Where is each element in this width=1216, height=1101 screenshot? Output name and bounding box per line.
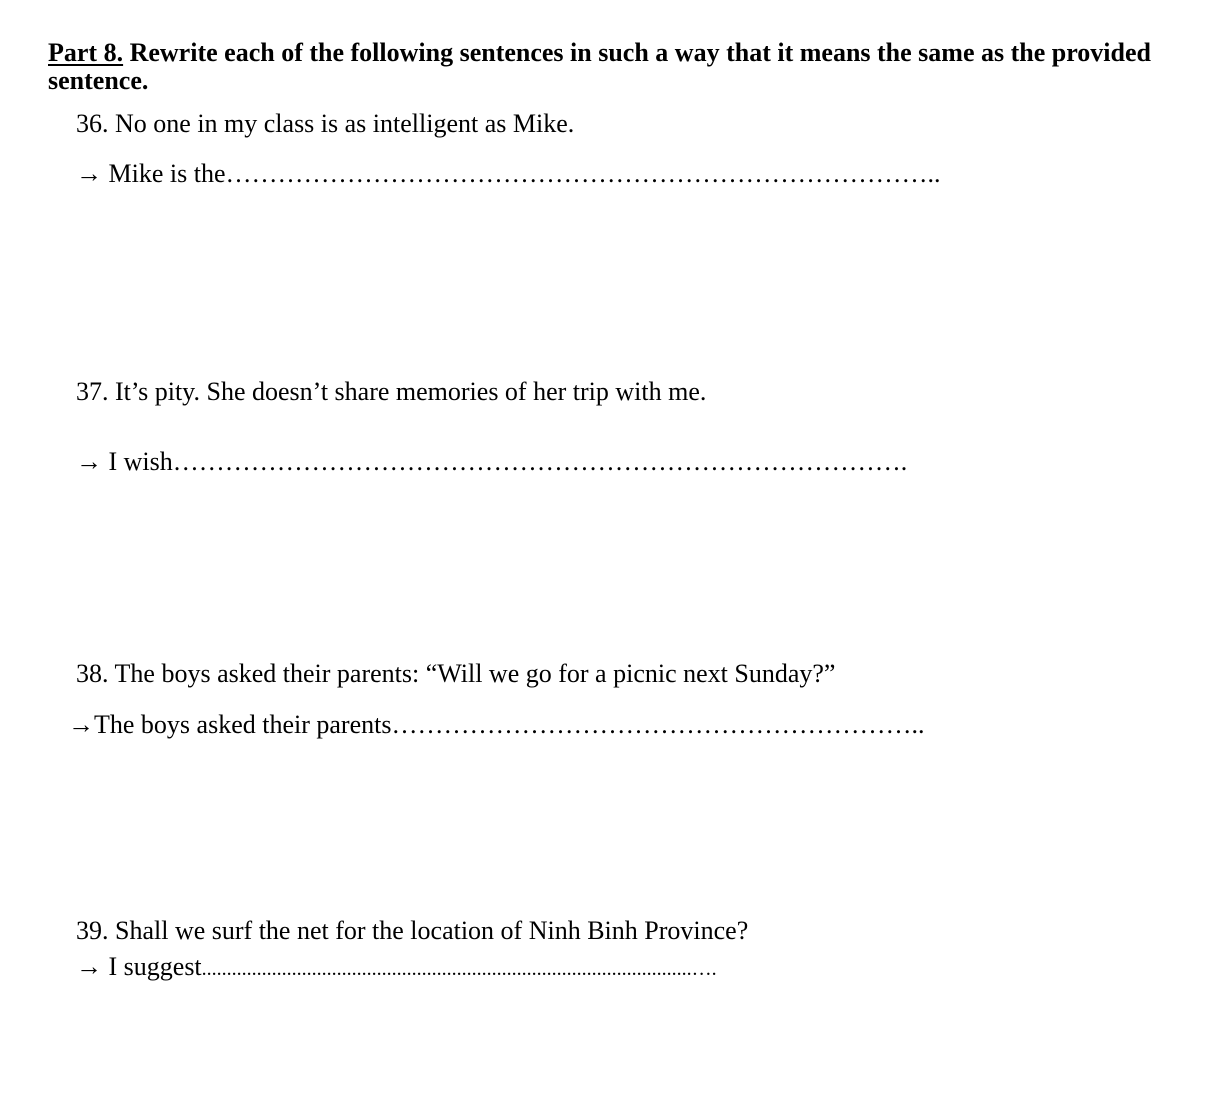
question-number: 38. [76, 659, 109, 688]
question-number: 36. [76, 109, 109, 138]
answer-line-37 [76, 447, 907, 477]
question-text: Shall we surf the net for the location of Ninh Binh Province? [115, 916, 749, 945]
question-number: 37. [76, 377, 109, 406]
answer-blank: ……………………………………………………………………….. [225, 159, 941, 188]
answer-prompt: The boys asked their parents [94, 710, 392, 739]
question-number: 39. [76, 916, 109, 945]
arrow-right-icon: → [76, 447, 102, 476]
part-label: Part 8. [48, 38, 124, 67]
question-38 [76, 659, 835, 689]
question-text: No one in my class is as intelligent as Mike. [115, 109, 575, 138]
answer-prompt: I suggest [108, 952, 202, 981]
answer-blank: …………………………………………………………………………. [172, 447, 908, 476]
answer-line-36 [76, 159, 941, 189]
question-37 [76, 377, 706, 407]
question-39 [76, 916, 748, 946]
answer-blank: ..................................................................................................…. [201, 958, 717, 980]
answer-prompt: I wish [108, 447, 173, 476]
question-36 [76, 109, 574, 139]
arrow-right-icon: → [68, 710, 94, 739]
arrow-right-icon: → [76, 952, 102, 981]
answer-blank: …………………………………………………….. [391, 710, 925, 739]
arrow-right-icon: → [76, 159, 102, 188]
question-text: It’s pity. She doesn’t share memories of her trip with me. [115, 377, 707, 406]
question-text: The boys asked their parents: “Will we go for a picnic next Sunday?” [114, 659, 836, 688]
answer-line-38 [68, 710, 924, 740]
part-heading [48, 39, 1168, 95]
answer-prompt: Mike is the [108, 159, 226, 188]
part-instruction: Rewrite each of the following sentences in such a way that it means the same as the provided sentence. [48, 38, 1151, 95]
answer-line-39 [76, 952, 717, 984]
